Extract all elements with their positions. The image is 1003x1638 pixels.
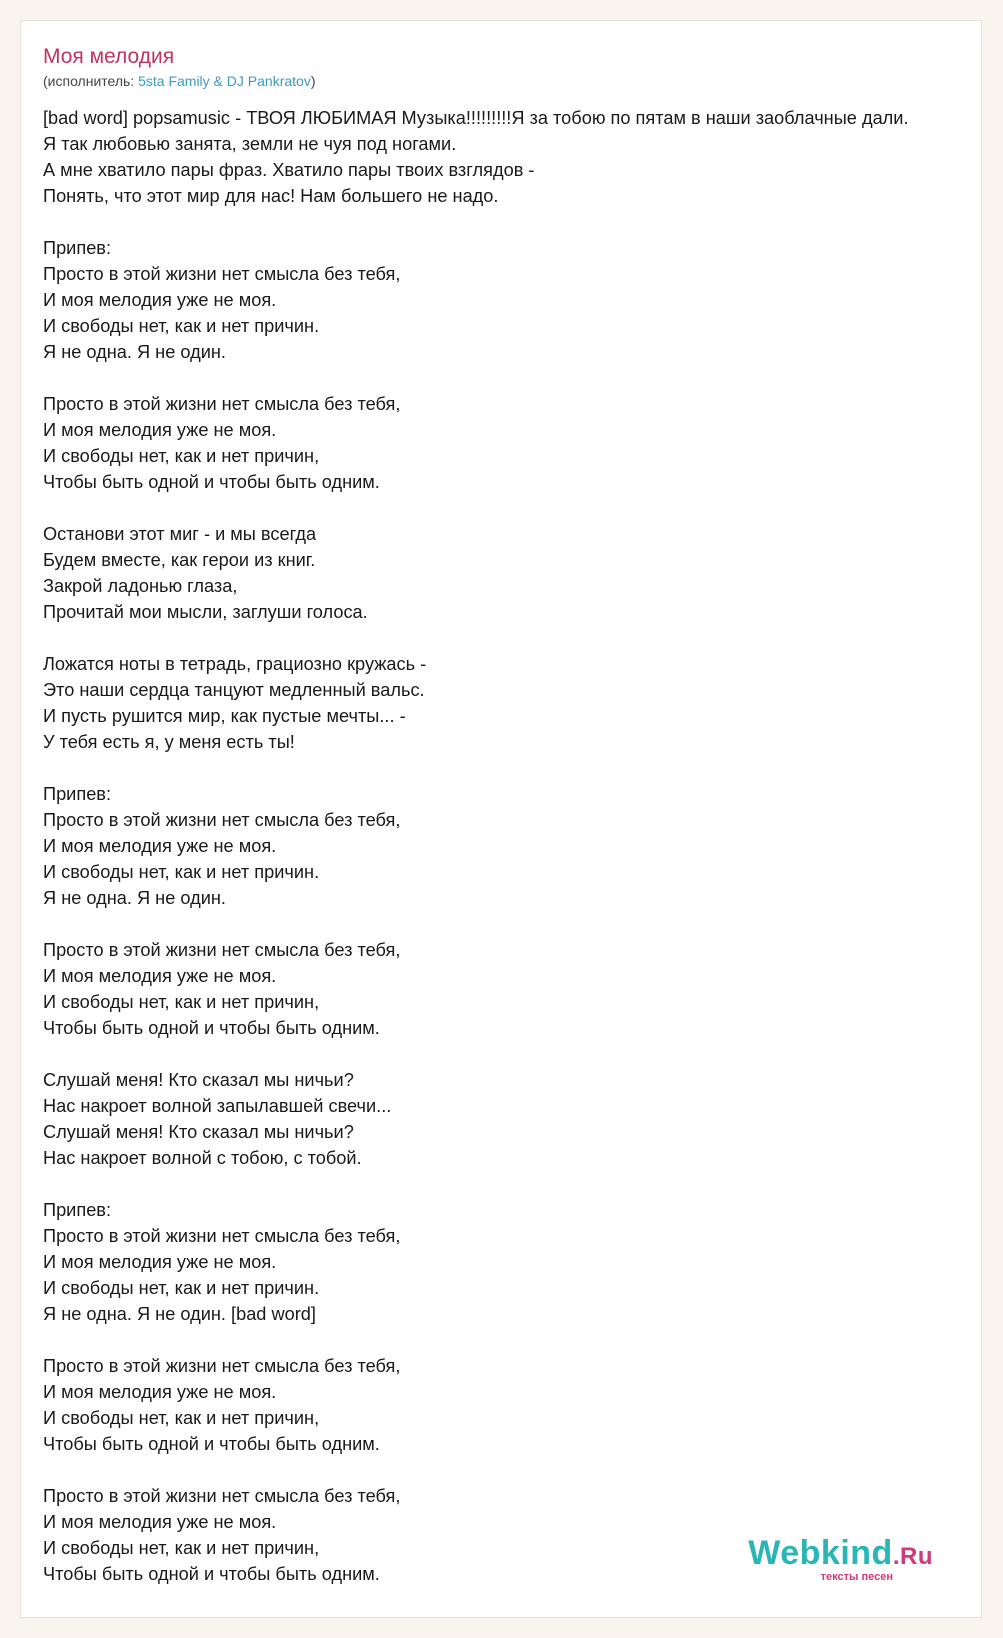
lyrics-line: Чтобы быть одной и чтобы быть одним. xyxy=(43,472,380,492)
lyrics-line: Будем вместе, как герои из книг. xyxy=(43,550,316,570)
lyrics-stanza xyxy=(43,391,909,495)
lyrics-line: Это наши сердца танцуют медленный вальс. xyxy=(43,680,425,700)
lyrics-card xyxy=(20,20,982,1618)
lyrics-stanza xyxy=(43,105,909,209)
lyrics-line: И свободы нет, как и нет причин, xyxy=(43,992,320,1012)
lyrics-line: И моя мелодия уже не моя. xyxy=(43,290,277,310)
lyrics-line: Просто в этой жизни нет смысла без тебя, xyxy=(43,264,401,284)
lyrics-line: Просто в этой жизни нет смысла без тебя, xyxy=(43,810,401,830)
lyrics-line: Останови этот миг - и мы всегда xyxy=(43,524,317,544)
lyrics-line: Припев: xyxy=(43,238,112,258)
lyrics-body xyxy=(43,105,909,1613)
lyrics-line: Я не одна. Я не один. xyxy=(43,888,226,908)
lyrics-stanza xyxy=(43,1353,909,1457)
lyrics-stanza xyxy=(43,651,909,755)
lyrics-line: И моя мелодия уже не моя. xyxy=(43,1382,277,1402)
lyrics-stanza xyxy=(43,235,909,365)
song-title: Моя мелодия xyxy=(43,45,175,68)
artist-line xyxy=(43,72,316,90)
lyrics-line: Просто в этой жизни нет смысла без тебя, xyxy=(43,1486,401,1506)
lyrics-line: Ложатся ноты в тетрадь, грациозно кружась - xyxy=(43,654,427,674)
lyrics-line: Чтобы быть одной и чтобы быть одним. xyxy=(43,1018,380,1038)
artist-prefix: (исполнитель: xyxy=(43,73,139,89)
lyrics-line: Слушай меня! Кто сказал мы ничьи? xyxy=(43,1070,354,1090)
lyrics-line: Прочитай мои мысли, заглуши голоса. xyxy=(43,602,368,622)
lyrics-stanza xyxy=(43,521,909,625)
lyrics-line: Я не одна. Я не один. [bad word] xyxy=(43,1304,316,1324)
lyrics-line: А мне хватило пары фраз. Хватило пары твоих взглядов - xyxy=(43,160,535,180)
site-logo[interactable] xyxy=(748,1536,933,1583)
lyrics-line: [bad word] popsamusic - ТВОЯ ЛЮБИМАЯ Музыка!!!!!!!!!Я за тобою по пятам в наши заоблачные дали. xyxy=(43,108,909,128)
lyrics-stanza xyxy=(43,1197,909,1327)
lyrics-line: И свободы нет, как и нет причин. xyxy=(43,1278,320,1298)
lyrics-line: И свободы нет, как и нет причин, xyxy=(43,1408,320,1428)
lyrics-line: И моя мелодия уже не моя. xyxy=(43,836,277,856)
logo-tld-text: .Ru xyxy=(892,1543,933,1570)
lyrics-line: И моя мелодия уже не моя. xyxy=(43,1252,277,1272)
lyrics-line: И пусть рушится мир, как пустые мечты... - xyxy=(43,706,406,726)
logo-tagline: тексты песен xyxy=(820,1571,893,1583)
lyrics-line: Слушай меня! Кто сказал мы ничьи? xyxy=(43,1122,354,1142)
lyrics-line: У тебя есть я, у меня есть ты! xyxy=(43,732,295,752)
lyrics-line: И моя мелодия уже не моя. xyxy=(43,966,277,986)
lyrics-line: И моя мелодия уже не моя. xyxy=(43,1512,277,1532)
artist-link[interactable]: 5sta Family & DJ Pankratov xyxy=(138,73,311,89)
lyrics-line: И свободы нет, как и нет причин. xyxy=(43,862,320,882)
lyrics-line: Просто в этой жизни нет смысла без тебя, xyxy=(43,394,401,414)
logo-main-text: Webkind xyxy=(748,1534,893,1572)
lyrics-line: Просто в этой жизни нет смысла без тебя, xyxy=(43,940,401,960)
lyrics-line: Чтобы быть одной и чтобы быть одним. xyxy=(43,1564,380,1584)
artist-suffix: ) xyxy=(310,73,316,89)
lyrics-line: Закрой ладонью глаза, xyxy=(43,576,238,596)
lyrics-line: Чтобы быть одной и чтобы быть одним. xyxy=(43,1434,380,1454)
lyrics-stanza xyxy=(43,1067,909,1171)
logo-wordmark xyxy=(748,1536,933,1574)
lyrics-line: И свободы нет, как и нет причин, xyxy=(43,1538,320,1558)
lyrics-line: И свободы нет, как и нет причин. xyxy=(43,316,320,336)
lyrics-line: Нас накроет волной запылавшей свечи... xyxy=(43,1096,392,1116)
lyrics-line: Нас накроет волной с тобою, с тобой. xyxy=(43,1148,362,1168)
lyrics-line: Я не одна. Я не один. xyxy=(43,342,226,362)
lyrics-stanza xyxy=(43,937,909,1041)
lyrics-line: И свободы нет, как и нет причин, xyxy=(43,446,320,466)
lyrics-line: И моя мелодия уже не моя. xyxy=(43,420,277,440)
lyrics-line: Я так любовью занята, земли не чуя под ногами. xyxy=(43,134,457,154)
lyrics-line: Понять, что этот мир для нас! Нам большего не надо. xyxy=(43,186,499,206)
lyrics-line: Припев: xyxy=(43,1200,112,1220)
lyrics-line: Просто в этой жизни нет смысла без тебя, xyxy=(43,1226,401,1246)
lyrics-line: Просто в этой жизни нет смысла без тебя, xyxy=(43,1356,401,1376)
lyrics-line: Припев: xyxy=(43,784,112,804)
lyrics-stanza xyxy=(43,781,909,911)
